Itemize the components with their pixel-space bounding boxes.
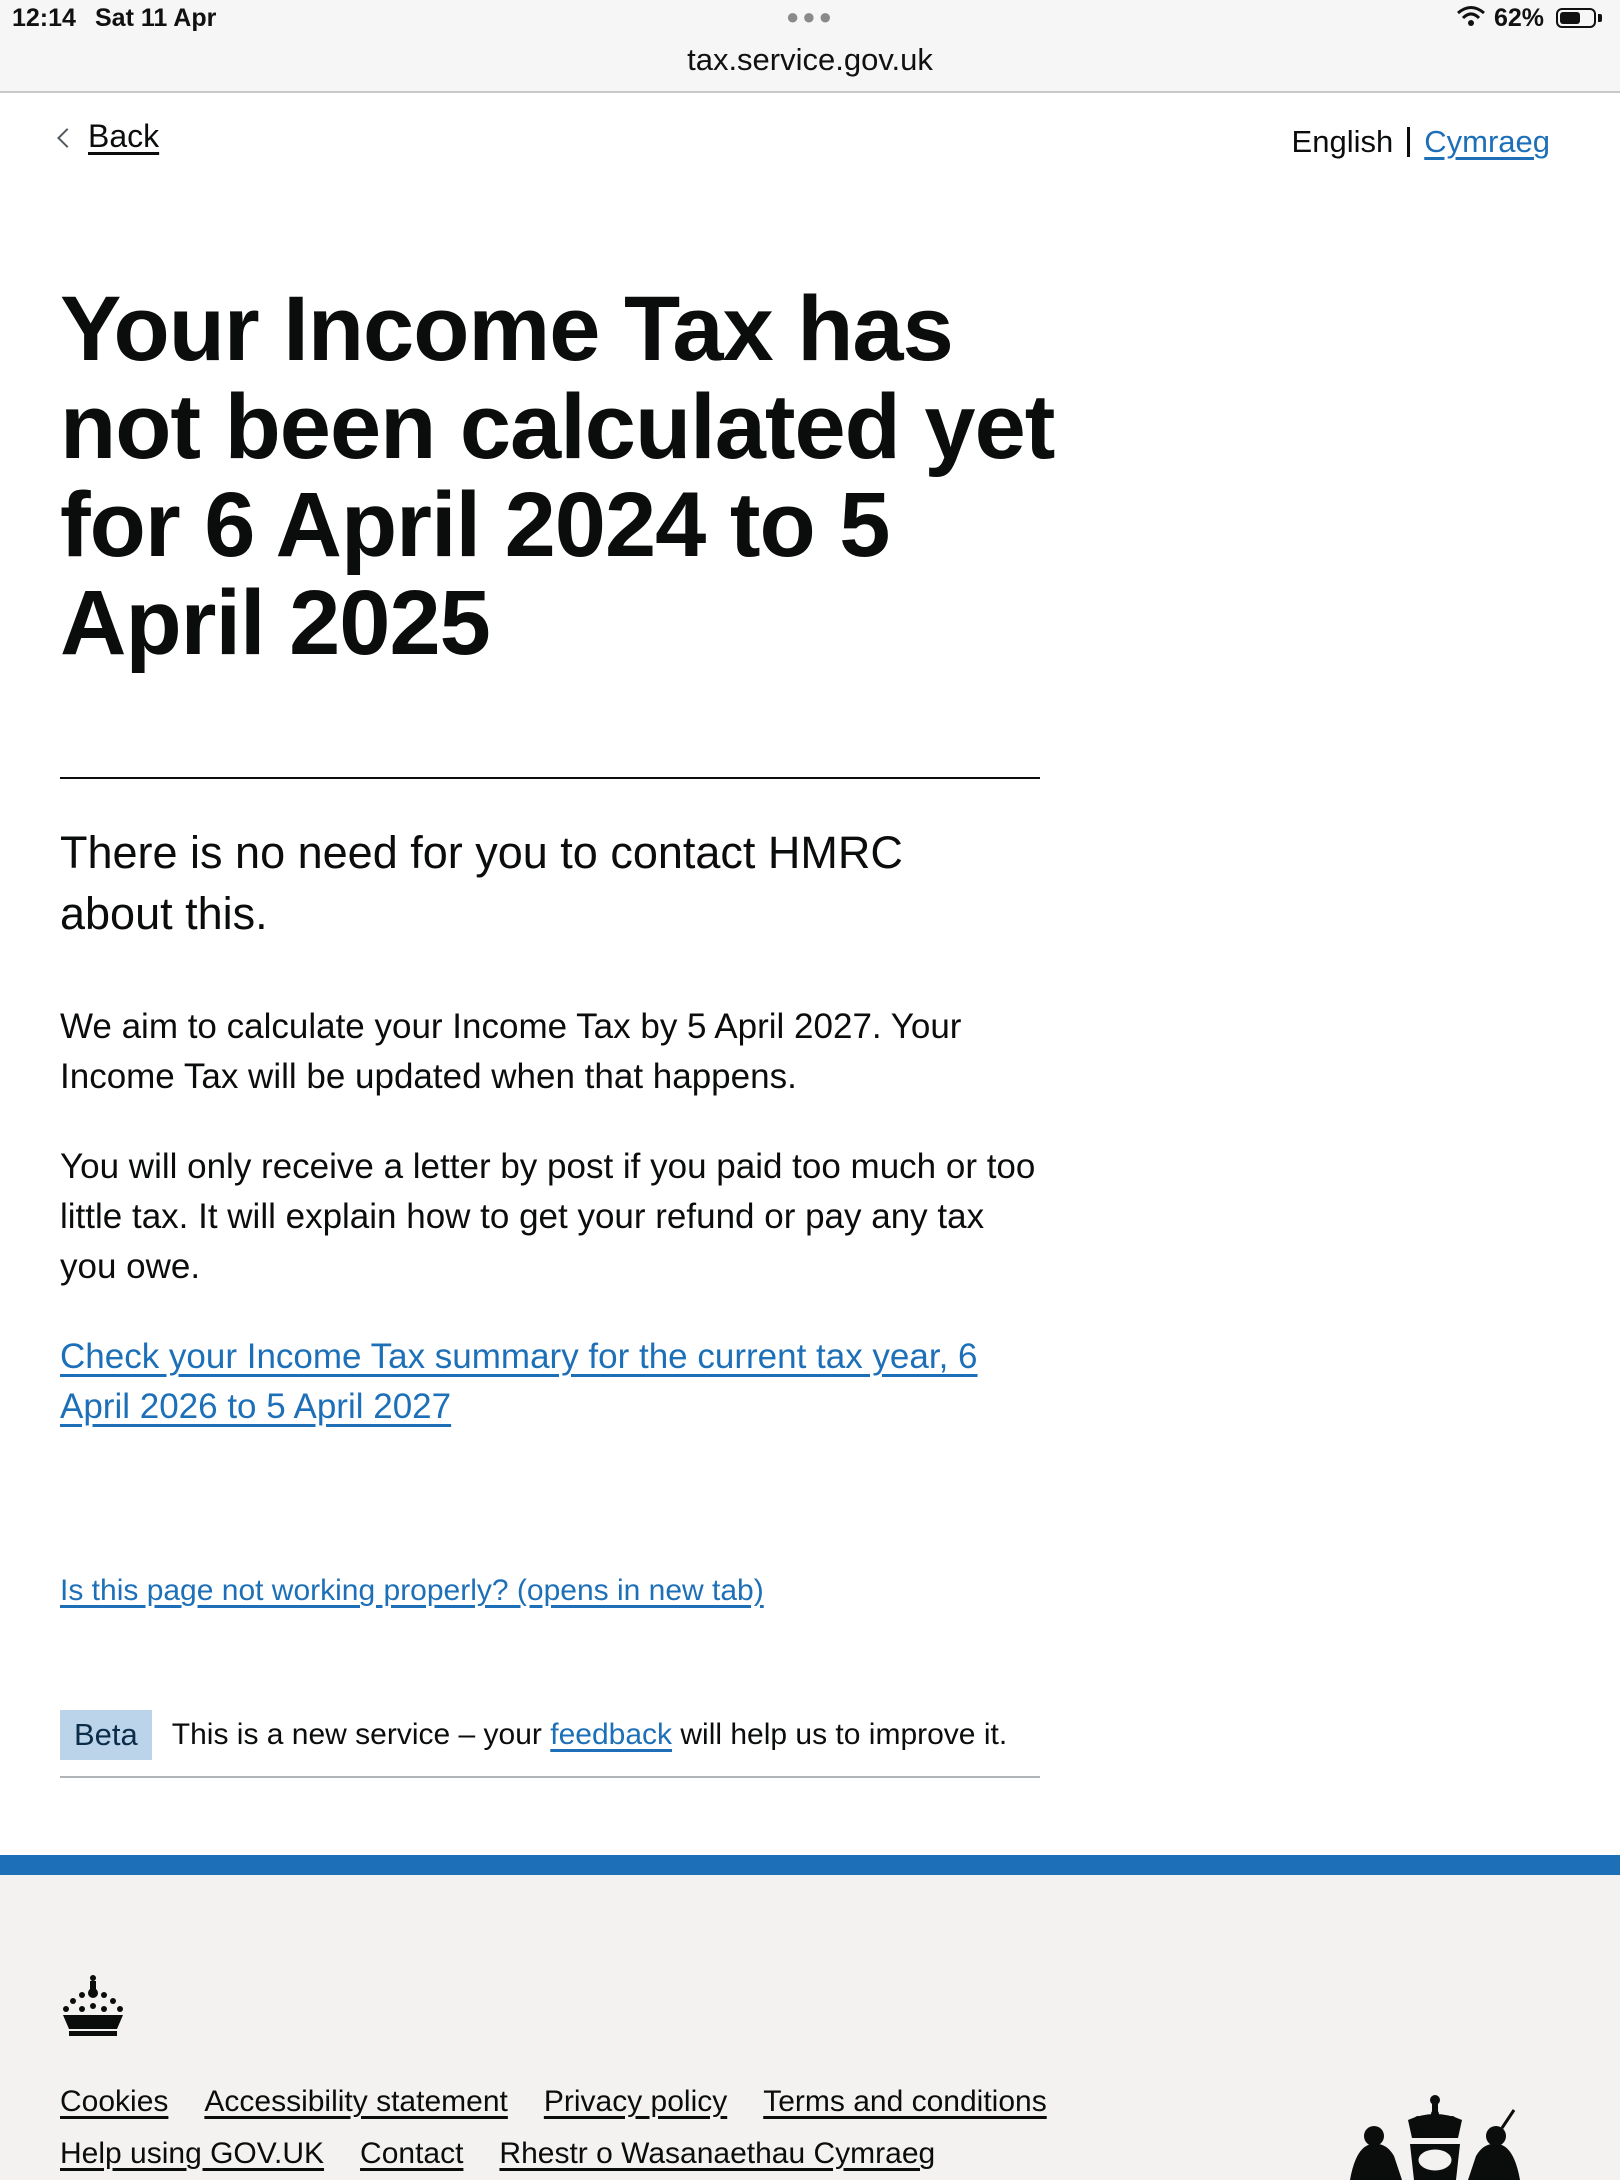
crown-logo-icon[interactable] (60, 1973, 126, 2037)
footer-link-terms[interactable]: Terms and conditions (763, 2085, 1047, 2118)
check-tax-summary-link[interactable]: Check your Income Tax summary for the current tax year, 6 April 2026 to 5 April 2027 (60, 1337, 978, 1426)
wifi-icon (1456, 4, 1486, 28)
language-divider (1407, 127, 1410, 157)
battery-icon (1556, 8, 1596, 28)
language-toggle (1292, 124, 1550, 160)
report-problem-link[interactable]: Is this page not working properly? (opens in new tab) (60, 1574, 764, 1607)
battery-level-fill (1560, 12, 1580, 24)
address-bar-url[interactable]: tax.service.gov.uk (687, 42, 933, 77)
footer-link-contact[interactable]: Contact (360, 2137, 464, 2170)
footer-link-help[interactable]: Help using GOV.UK (60, 2137, 325, 2170)
battery-percentage: 62% (1494, 4, 1545, 32)
feedback-link[interactable]: feedback (550, 1718, 673, 1751)
phase-text-after: will help us to improve it. (672, 1718, 1008, 1751)
footer-link-welsh-services[interactable]: Rhestr o Wasanaethau Cymraeg (499, 2137, 936, 2170)
footer-links-row-2 (60, 2137, 971, 2171)
status-date: Sat 11 Apr (95, 4, 217, 32)
phase-text-before: This is a new service – your (171, 1718, 551, 1751)
phase-banner-text (172, 1710, 1007, 1760)
phase-banner (60, 1710, 1040, 1778)
letter-info-paragraph: You will only receive a letter by post if you paid too much or too little tax. It will explain how to get your refund or pay any tax you owe. (60, 1147, 1036, 1286)
calculation-info-paragraph: We aim to calculate your Income Tax by 5 April 2027. Your Income Tax will be updated when that happens. (60, 1007, 962, 1096)
back-link[interactable] (60, 118, 159, 155)
back-link-label: Back (88, 118, 160, 154)
multitasking-dots-icon[interactable]: ●●● (786, 4, 835, 29)
status-time: 12:14 (12, 4, 76, 32)
language-cymraeg-link[interactable]: Cymraeg (1424, 124, 1550, 159)
footer (0, 1855, 1620, 2180)
language-english-current: English (1291, 124, 1394, 159)
battery-tip (1598, 14, 1602, 22)
section-divider (60, 777, 1040, 779)
beta-tag: Beta (60, 1710, 152, 1760)
footer-link-accessibility[interactable]: Accessibility statement (204, 2085, 508, 2118)
page-title: Your Income Tax has not been calculated yet for 6 April 2024 to 5 April 2025 (60, 278, 1055, 674)
lede-paragraph: There is no need for you to contact HMRC about this. (60, 827, 903, 939)
browser-status-bar (0, 0, 1620, 93)
back-chevron-icon (57, 128, 77, 148)
footer-links-row-1 (60, 2085, 1083, 2119)
footer-link-cookies[interactable]: Cookies (60, 2085, 169, 2118)
footer-link-privacy[interactable]: Privacy policy (543, 2085, 728, 2118)
royal-coat-of-arms-icon (1310, 2090, 1560, 2180)
